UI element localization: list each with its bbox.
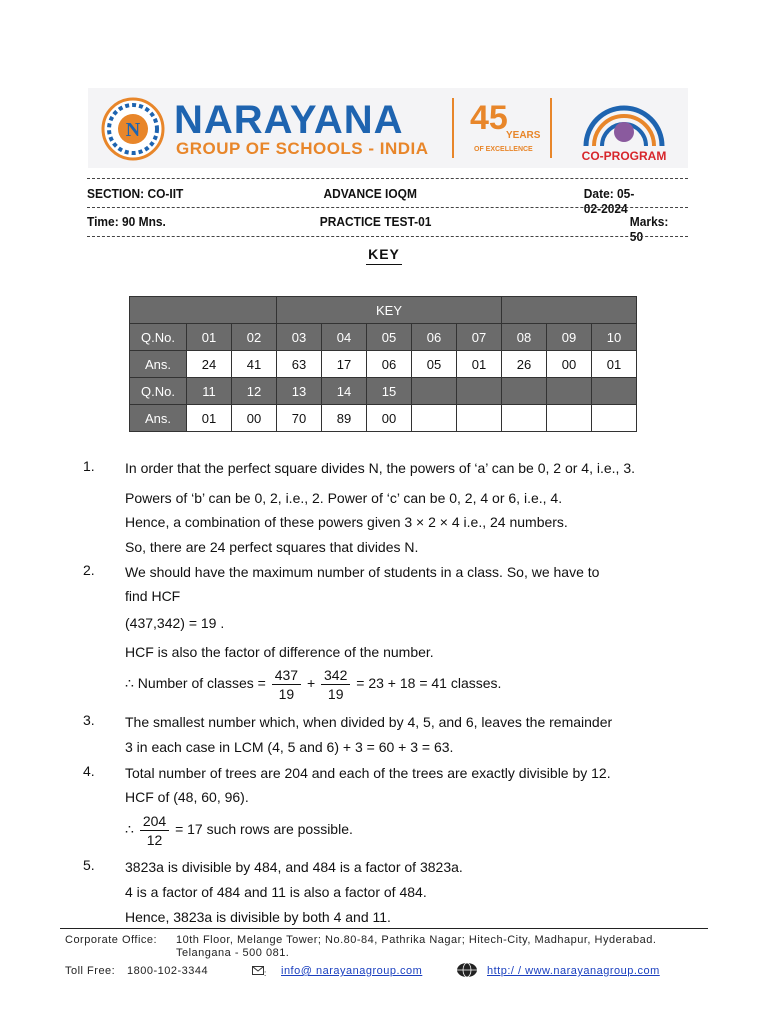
- table-cell: 09: [547, 324, 592, 351]
- table-cell: 26: [502, 351, 547, 378]
- table-cell: 06: [367, 351, 412, 378]
- globe-icon: [456, 962, 478, 978]
- fraction: [272, 666, 301, 703]
- table-header-key: KEY: [277, 297, 502, 324]
- test-name: PRACTICE TEST-01: [319, 214, 432, 229]
- qno-label: Q.No.: [130, 378, 187, 405]
- solution-line: 3 in each case in LCM (4, 5 and 6) + 3 = 60 + 3 = 63.: [125, 739, 454, 755]
- office-address: 10th Floor, Melange Tower; No.80-84, Pathrika Nagar; Hitech-City, Madhapur, Hyderabad.: [176, 934, 657, 946]
- table-row: [130, 324, 637, 351]
- solution-line: find HCF: [125, 588, 181, 604]
- numerator: 437: [272, 666, 301, 685]
- table-cell: 00: [367, 405, 412, 432]
- table-cell: 02: [232, 324, 277, 351]
- equation-text: = 17 such rows are possible.: [175, 821, 353, 838]
- meta-row-2: [87, 214, 669, 244]
- time-label: Time: 90 Mns.: [87, 214, 166, 229]
- table-cell: 10: [592, 324, 637, 351]
- equation-text: ∴ Number of classes =: [125, 675, 266, 692]
- solution-line: Total number of trees are 204 and each of the trees are exactly divisible by 12.: [125, 765, 611, 781]
- solution-number: 4.: [83, 763, 95, 779]
- numerator: 342: [321, 666, 350, 685]
- table-cell: 07: [457, 324, 502, 351]
- ans-label: Ans.: [130, 351, 187, 378]
- badge-excellence: OF EXCELLENCE: [474, 146, 533, 153]
- equation-text: = 23 + 18 = 41 classes.: [356, 675, 502, 692]
- table-cell: 05: [412, 351, 457, 378]
- co-program-logo: [572, 92, 676, 164]
- denominator: 19: [278, 686, 295, 702]
- solution-line: 3823a is divisible by 484, and 484 is a factor of 3823a.: [125, 859, 463, 875]
- table-cell: [412, 405, 457, 432]
- brand-name: NARAYANA: [174, 98, 404, 142]
- solution-line: In order that the perfect square divides N, the powers of ‘a’ can be 0, 2 or 4, i.e., 3.: [125, 460, 635, 476]
- table-cell: 70: [277, 405, 322, 432]
- solution-number: 3.: [83, 712, 95, 728]
- table-cell: [457, 378, 502, 405]
- table-cell: 63: [277, 351, 322, 378]
- website-link[interactable]: http:/ / www.narayanagroup.com: [487, 965, 660, 977]
- dashed-rule: [87, 207, 688, 208]
- office-address-2: Telangana - 500 081.: [176, 947, 290, 959]
- table-row: [130, 405, 637, 432]
- key-underline: [366, 264, 402, 265]
- key-title: KEY: [368, 246, 400, 262]
- solution-line: (437,342) = 19 .: [125, 615, 225, 631]
- banner-divider: [550, 98, 552, 158]
- solution-line: The smallest number which, when divided by 4, 5, and 6, leaves the remainder: [125, 714, 613, 730]
- meta-row-1: [87, 186, 640, 214]
- table-cell: 00: [547, 351, 592, 378]
- solution-line: HCF is also the factor of difference of the number.: [125, 644, 434, 660]
- dashed-rule: [87, 236, 688, 237]
- svg-text:N: N: [125, 119, 141, 141]
- therefore-symbol: ∴: [125, 821, 134, 838]
- office-label: Corporate Office:: [65, 934, 158, 946]
- table-cell: 01: [187, 324, 232, 351]
- footer-rule: [60, 928, 708, 929]
- solution-number: 5.: [83, 857, 95, 873]
- solution-number: 2.: [83, 562, 95, 578]
- table-cell: 17: [322, 351, 367, 378]
- solution-number: 1.: [83, 458, 95, 474]
- table-cell: 01: [592, 351, 637, 378]
- table-cell: 14: [322, 378, 367, 405]
- table-cell: 89: [322, 405, 367, 432]
- tollfree-number: 1800-102-3344: [127, 965, 209, 977]
- table-cell: 00: [232, 405, 277, 432]
- table-cell: [502, 297, 637, 324]
- narayana-logo: [100, 96, 166, 162]
- answer-key-table: [129, 296, 637, 432]
- table-cell: 24: [187, 351, 232, 378]
- table-cell: 05: [367, 324, 412, 351]
- dashed-rule: [87, 178, 688, 179]
- table-cell: 11: [187, 378, 232, 405]
- table-cell: 15: [367, 378, 412, 405]
- solution-line: 4 is a factor of 484 and 11 is also a factor of 484.: [125, 884, 427, 900]
- table-cell: [412, 378, 457, 405]
- table-row: [130, 378, 637, 405]
- table-cell: 03: [277, 324, 322, 351]
- marks-label: Marks: 50: [629, 214, 669, 244]
- table-cell: 08: [502, 324, 547, 351]
- 45-years-badge: [470, 99, 541, 160]
- table-cell: 13: [277, 378, 322, 405]
- table-cell: [130, 297, 277, 324]
- email-link[interactable]: info@ narayanagroup.com: [281, 965, 423, 977]
- tollfree-label: Toll Free:: [65, 965, 116, 977]
- co-program-label: CO-PROGRAM: [581, 149, 667, 163]
- table-cell: 04: [322, 324, 367, 351]
- table-header-row: [130, 297, 637, 324]
- table-cell: 01: [457, 351, 502, 378]
- table-cell: [457, 405, 502, 432]
- denominator: 12: [146, 832, 163, 848]
- solution-line: Powers of ‘b’ can be 0, 2, i.e., 2. Power of ‘c’ can be 0, 2, 4 or 6, i.e., 4.: [125, 490, 563, 506]
- table-cell: 12: [232, 378, 277, 405]
- solution-line: Hence, 3823a is divisible by both 4 and 11.: [125, 909, 391, 925]
- banner-divider: [452, 98, 454, 158]
- solution-line: Hence, a combination of these powers given 3 × 2 × 4 i.e., 24 numbers.: [125, 514, 568, 530]
- solution-line: We should have the maximum number of students in a class. So, we have to: [125, 564, 600, 580]
- table-cell: 41: [232, 351, 277, 378]
- fraction: [321, 666, 350, 703]
- solution-line: So, there are 24 perfect squares that divides N.: [125, 539, 419, 555]
- table-cell: [547, 378, 592, 405]
- fraction: [140, 812, 169, 849]
- exam-name: ADVANCE IOQM: [323, 186, 417, 201]
- qno-label: Q.No.: [130, 324, 187, 351]
- solution-line: HCF of (48, 60, 96).: [125, 789, 249, 805]
- table-cell: [502, 378, 547, 405]
- classes-equation: [125, 666, 501, 703]
- brand-subtitle: GROUP OF SCHOOLS - INDIA: [176, 139, 429, 158]
- badge-number: 45: [470, 99, 508, 137]
- table-cell: [592, 378, 637, 405]
- section-label: SECTION: CO-IIT: [87, 186, 184, 201]
- table-cell: [592, 405, 637, 432]
- table-cell: 01: [187, 405, 232, 432]
- table-row: [130, 351, 637, 378]
- ans-label: Ans.: [130, 405, 187, 432]
- table-cell: [547, 405, 592, 432]
- badge-years: YEARS: [506, 130, 541, 141]
- mail-icon: [252, 966, 268, 977]
- table-cell: 06: [412, 324, 457, 351]
- plus-sign: +: [306, 675, 316, 692]
- numerator: 204: [140, 812, 169, 831]
- table-cell: [502, 405, 547, 432]
- svg-text::: :: [264, 969, 267, 977]
- exam-date: Date: 05-02-2024: [583, 186, 635, 216]
- denominator: 19: [327, 686, 344, 702]
- rows-equation: [125, 812, 353, 849]
